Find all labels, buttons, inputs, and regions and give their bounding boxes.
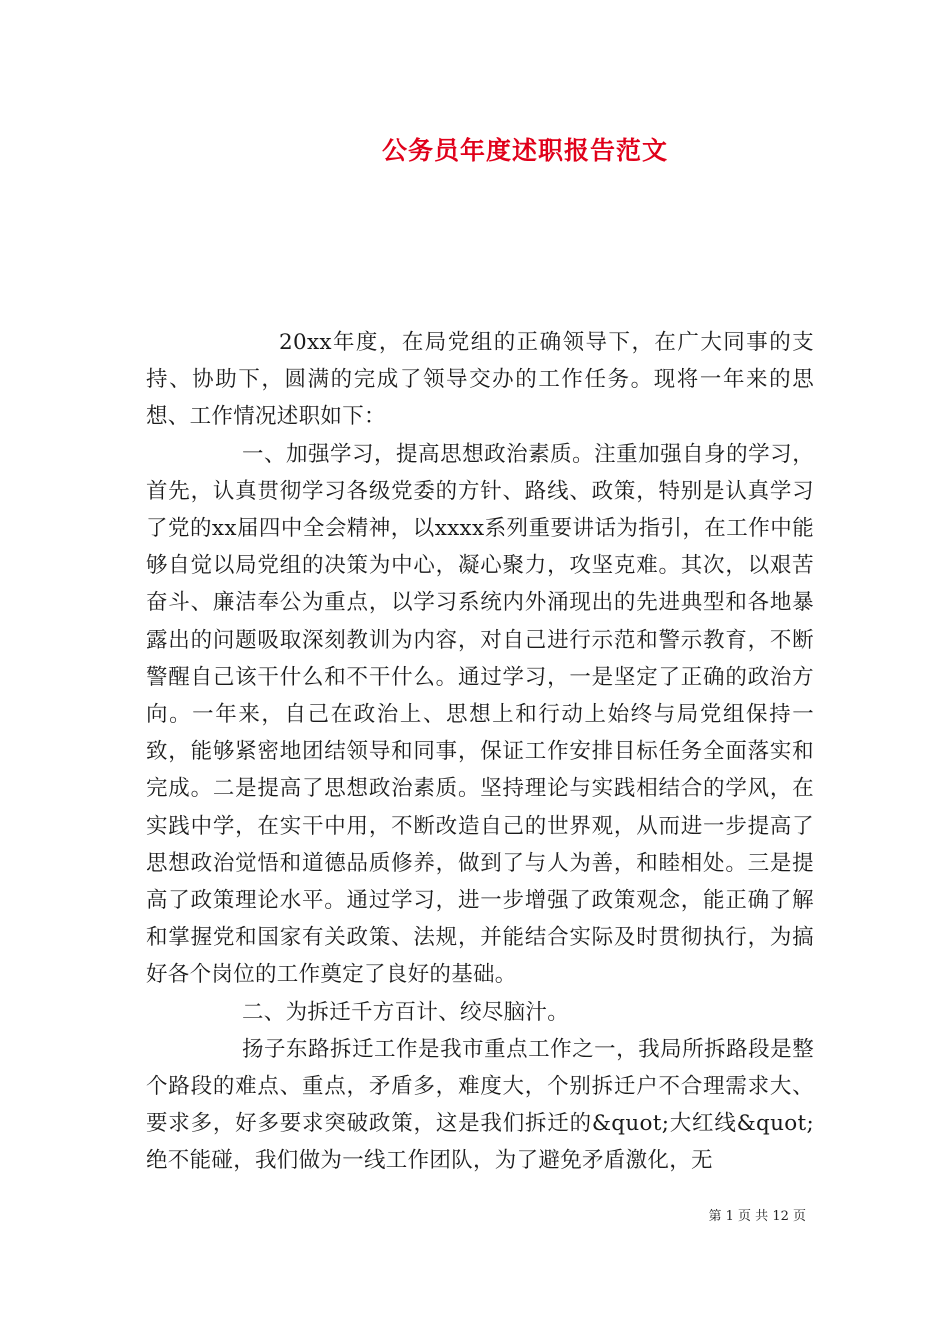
- document-body: [146, 324, 814, 1180]
- paragraph-section-2-heading: 二、为拆迁千方百计、绞尽脑汁。: [242, 999, 570, 1025]
- paragraph-section-1: 一、加强学习，提高思想政治素质。注重加强自身的学习，首先，认真贯彻学习各级党委的方针、路线、政策，特别是认真学习了党的xx届四中全会精神，以xxxx系列重要讲话为指引，在工作中能够自觉以局党组的决策为中心，凝心聚力，攻坚克难。其次，以艰苦奋斗、廉洁奉公为重点，以学习系统内外涌现出的先进典型和各地暴露出的问题吸取深刻教训为内容，对自己进行示范和警示教育，不断警醒自己该干什么和不干什么。通过学习，一是坚定了正确的政治方向。一年来，自己在政治上、思想上和行动上始终与局党组保持一致，能够紧密地团结领导和同事，保证工作安排目标任务全面落实和完成。二是提高了思想政治素质。坚持理论与实践相结合的学风，在实践中学，在实干中用，不断改造自己的世界观，从而进一步提高了思想政治觉悟和道德品质修养，做到了与人为善，和睦相处。三是提高了政策理论水平。通过学习，进一步增强了政策观念，能正确了解和掌握党和国家有关政策、法规，并能结合实际及时贯彻执行，为搞好各个岗位的工作奠定了良好的基础。: [146, 441, 814, 988]
- page-number-footer: 第 1 页 共 12 页: [708, 1209, 806, 1224]
- paragraph-section-2-body: 扬子东路拆迁工作是我市重点工作之一，我局所拆路段是整个路段的难点、重点，矛盾多，难度大，个别拆迁户不合理需求大、要求多，好多要求突破政策，这是我们拆迁的&quot;大红线&quot;绝不能碰，我们做为一线工作团队，为了避免矛盾激化，无: [146, 1036, 814, 1174]
- document-title: 公务员年度述职报告范文: [381, 136, 668, 165]
- paragraph-intro: 20xx年度，在局党组的正确领导下，在广大同事的支持、协助下，圆满的完成了领导交办的工作任务。现将一年来的思想、工作情况述职如下：: [146, 330, 814, 430]
